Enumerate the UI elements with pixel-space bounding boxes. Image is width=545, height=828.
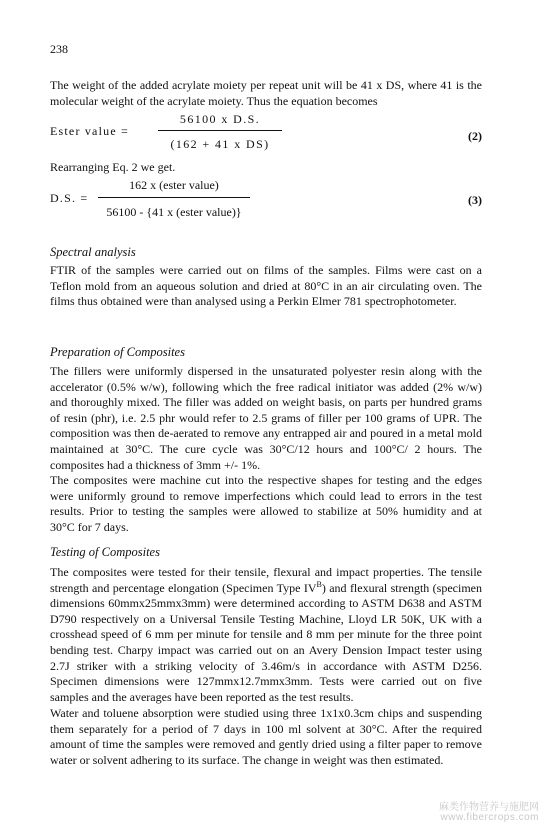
equation-3-denominator: 56100 - {41 x (ester value)} — [106, 205, 242, 219]
equation-2-number: (2) — [468, 129, 482, 143]
equation-2 — [50, 112, 482, 156]
watermark-url: www.fibercrops.com — [440, 812, 539, 823]
spectral-analysis-paragraph: FTIR of the samples were carried out on films of the samples. Films were cast on a Teflon mold from an aqueous solution and dried at 80°C in an air circulating oven. The films thus obtained were than analysed using a Perkin Elmer 781 spectrophotometer. — [50, 263, 482, 309]
section-heading-testing: Testing of Composites — [50, 545, 160, 559]
equation-2-numerator: 56100 x D.S. — [179, 112, 261, 126]
preparation-paragraph-2: The composites were machine cut into the respective shapes for testing and the edges were uniformly ground to remove imperfections which could lead to errors in the test results. Prior to testing the samples were allowed to stabilize at 50% humidity and at 30°C for 7 days. — [50, 473, 482, 534]
equation-2-denominator: (162 + 41 x DS) — [170, 137, 270, 151]
equation-3 — [50, 178, 482, 222]
testing-paragraph-1-part-a: The composites were tested for their tensile, flexural and impact properties. The tensile strength and percentage elongation (Specimen Type IV — [50, 565, 482, 595]
watermark-chinese: 麻类作物营养与施肥网 — [439, 802, 539, 813]
preparation-paragraph-1: The fillers were uniformly dispersed in the unsaturated polyester resin along with the accelerator (0.5% w/w), following which the free radical initiator was added (2% w/w) and thoroughly mixed. The filler was added on weight basis, on parts per hundred grams of resin (phr), i.e. 2.5 phr would refer to 2.5 grams of filler per 100 grams of UPR. The composition was then de-aerated to remove any entrapped air and poured in a metal mold maintained at 30°C. The cure cycle was 30°C/12 hours and 100°C/ 2 hours. The composites had a thickness of 3mm +/- 1%. — [50, 364, 482, 472]
testing-paragraph-1 — [50, 565, 482, 705]
testing-paragraph-2: Water and toluene absorption were studied using three 1x1x0.3cm chips and suspending them separately for a period of 7 days in 100 ml solvent at 30°C. After the required amount of time the samples were removed and gently dried using a filter paper to remove water or solvent adhering to its surface. The change in weight was then estimated. — [50, 706, 482, 767]
specimen-type-superscript: B — [316, 579, 322, 589]
section-heading-spectral-analysis: Spectral analysis — [50, 245, 136, 259]
equation-3-lhs: D.S. = — [50, 191, 89, 205]
intro-paragraph: The weight of the added acrylate moiety per repeat unit will be 41 x DS, where 41 is the molecular weight of the acrylate moiety. Thus the equation becomes — [50, 78, 482, 108]
equation-2-fraction-bar — [158, 130, 282, 131]
rearranging-text: Rearranging Eq. 2 we get. — [50, 160, 176, 174]
equation-2-lhs: Ester value = — [50, 124, 130, 138]
section-heading-preparation: Preparation of Composites — [50, 345, 185, 359]
equation-3-number: (3) — [468, 193, 482, 207]
testing-paragraph-1-part-b: ) and flexural strength (specimen dimensions 60mmx25mmx3mm) were determined according to ASTM D638 and ASTM D790 respectively on a Universal Tensile Testing Machine, Lloyd LR 50K, UK with a crosshead speed of 6 mm per minute for tensile and 8 mm per minute for the three point bending test. Charpy impact was carried out on an Avery Dension Impact tester using 2.7J striker with a striking velocity of 3.46m/s in accordance with ASTM D256. Specimen dimensions were 127mmx12.7mmx3mm. Tests were carried out on five samples and the averages have been reported as the test results. — [50, 580, 482, 704]
equation-3-numerator: 162 x (ester value) — [129, 178, 219, 192]
page-number: 238 — [50, 42, 68, 56]
equation-3-fraction-bar — [98, 197, 250, 198]
